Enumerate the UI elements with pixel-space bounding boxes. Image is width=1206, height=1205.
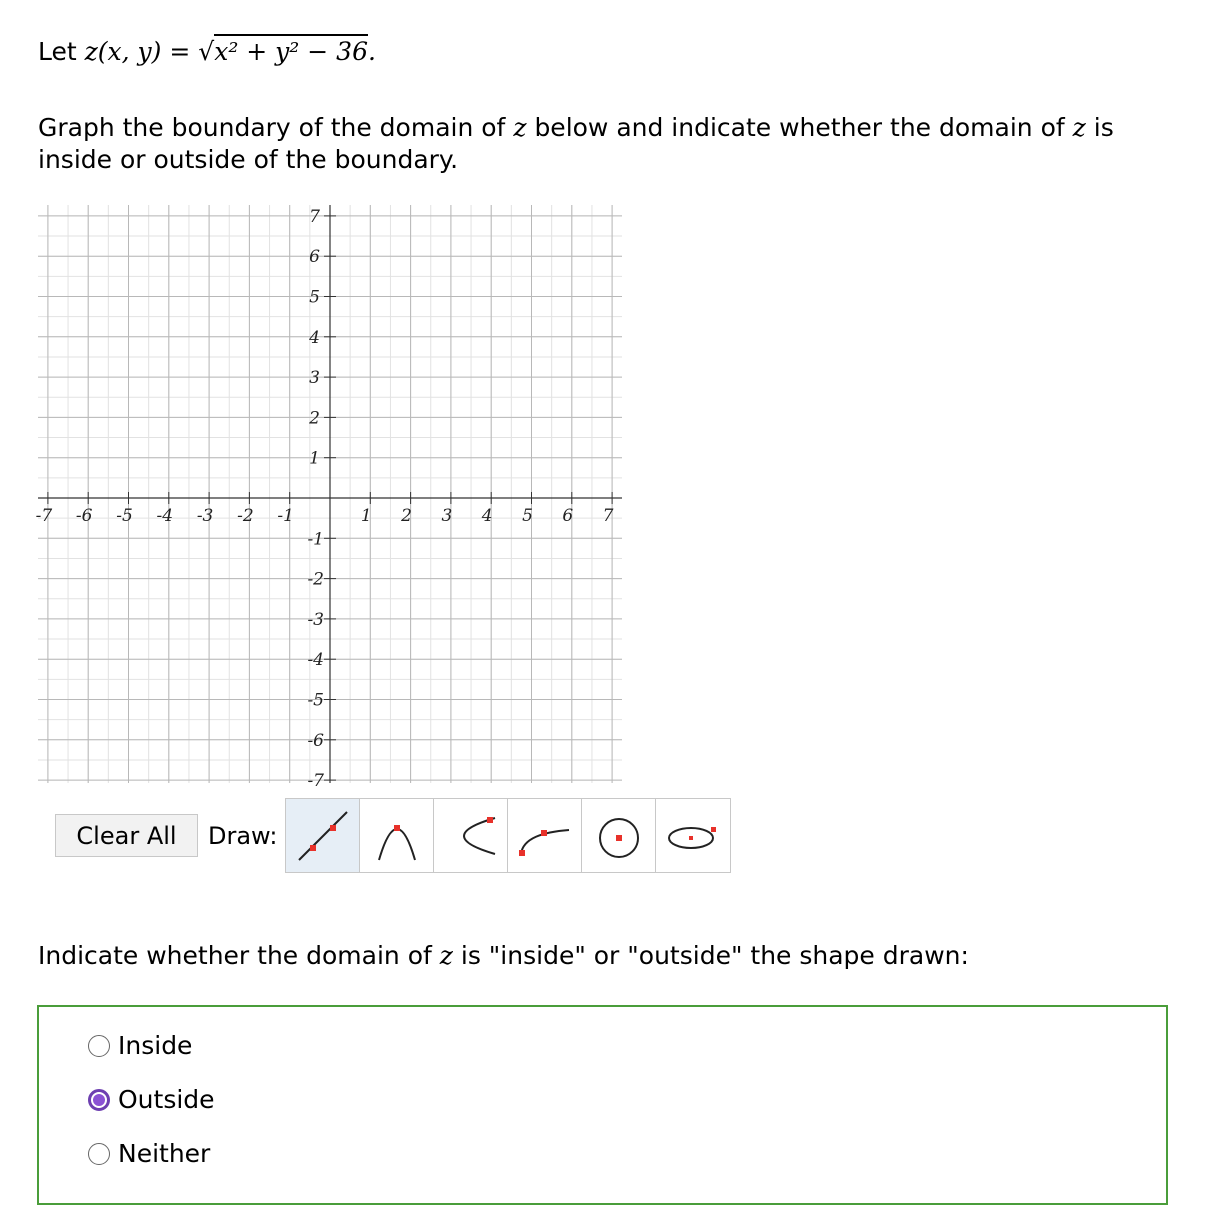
- y-tick-label: 3: [309, 368, 320, 389]
- horizontal-parabola-tool-icon: [441, 806, 501, 866]
- x-tick-label: -7: [35, 506, 53, 526]
- instruction-text: Graph the boundary of the domain of z below and indicate whether the domain of z is inside or outside of the boundary.: [38, 113, 1114, 174]
- x-tick-label: -5: [116, 506, 133, 526]
- y-tick-label: 7: [309, 206, 320, 227]
- option-label: Neither: [118, 1139, 211, 1168]
- ellipse-tool-button[interactable]: [656, 799, 730, 872]
- period: .: [367, 37, 376, 66]
- line-tool-icon: [293, 806, 353, 866]
- answer-box: [37, 1005, 1168, 1205]
- function-name: z(x, y): [84, 37, 162, 66]
- sqrt-symbol: √: [198, 37, 215, 66]
- y-tick-label: 6: [309, 247, 320, 268]
- x-tick-label: 2: [401, 506, 413, 526]
- x-tick-label: -2: [237, 506, 254, 526]
- y-tick-label: -7: [307, 771, 324, 792]
- x-tick-label: 3: [441, 506, 453, 526]
- radio-outside[interactable]: [88, 1089, 110, 1111]
- radicand: x² + y² − 36: [214, 34, 368, 66]
- x-tick-label: -6: [75, 506, 93, 526]
- x-tick-label: 7: [602, 506, 614, 526]
- y-tick-label: -2: [307, 569, 324, 590]
- option-outside[interactable]: [88, 1085, 215, 1114]
- option-neither[interactable]: [88, 1139, 210, 1168]
- circle-tool-button[interactable]: [582, 799, 656, 872]
- y-tick-label: -1: [307, 529, 324, 550]
- y-tick-label: 5: [309, 287, 320, 308]
- radio-inside[interactable]: [88, 1035, 110, 1057]
- domain-question: Indicate whether the domain of z is "inside" or "outside" the shape drawn:: [38, 941, 969, 970]
- option-label: Outside: [118, 1085, 215, 1114]
- x-tick-label: -3: [196, 506, 214, 526]
- parabola-tool-button[interactable]: [360, 799, 434, 872]
- axes: [35, 205, 622, 783]
- tool-group: [285, 798, 731, 873]
- y-tick-label: 1: [309, 448, 320, 469]
- y-tick-label: 4: [309, 327, 320, 348]
- x-tick-label: -4: [156, 506, 174, 526]
- tick-labels: [36, 207, 614, 791]
- x-tick-label: 5: [522, 506, 533, 526]
- option-inside[interactable]: [88, 1031, 192, 1060]
- y-tick-label: -5: [307, 690, 324, 711]
- y-tick-label: 2: [309, 408, 320, 429]
- ellipse-tool-icon: [663, 806, 723, 866]
- option-label: Inside: [118, 1031, 193, 1060]
- y-tick-label: -6: [307, 730, 324, 751]
- drawing-toolbar: [55, 798, 731, 873]
- let-word: Let: [38, 37, 77, 66]
- line-tool-button[interactable]: [286, 799, 360, 872]
- x-tick-label: -1: [277, 506, 294, 526]
- radio-neither[interactable]: [88, 1143, 110, 1165]
- x-tick-label: 1: [360, 506, 372, 526]
- x-tick-label: 4: [481, 506, 493, 526]
- problem-statement: [38, 36, 376, 68]
- equals-sign: =: [169, 37, 191, 66]
- y-tick-label: -4: [307, 650, 324, 671]
- graph-canvas[interactable]: [35, 205, 622, 792]
- parabola-tool-icon: [367, 806, 427, 866]
- x-tick-label: 6: [562, 506, 574, 526]
- sqrt-curve-tool-icon: [515, 806, 575, 866]
- clear-all-button[interactable]: Clear All: [55, 814, 198, 857]
- circle-tool-icon: [589, 806, 649, 866]
- horizontal-parabola-tool-button[interactable]: [434, 799, 508, 872]
- draw-label: Draw:: [208, 821, 278, 850]
- y-tick-label: -3: [307, 609, 324, 630]
- sqrt-curve-tool-button[interactable]: [508, 799, 582, 872]
